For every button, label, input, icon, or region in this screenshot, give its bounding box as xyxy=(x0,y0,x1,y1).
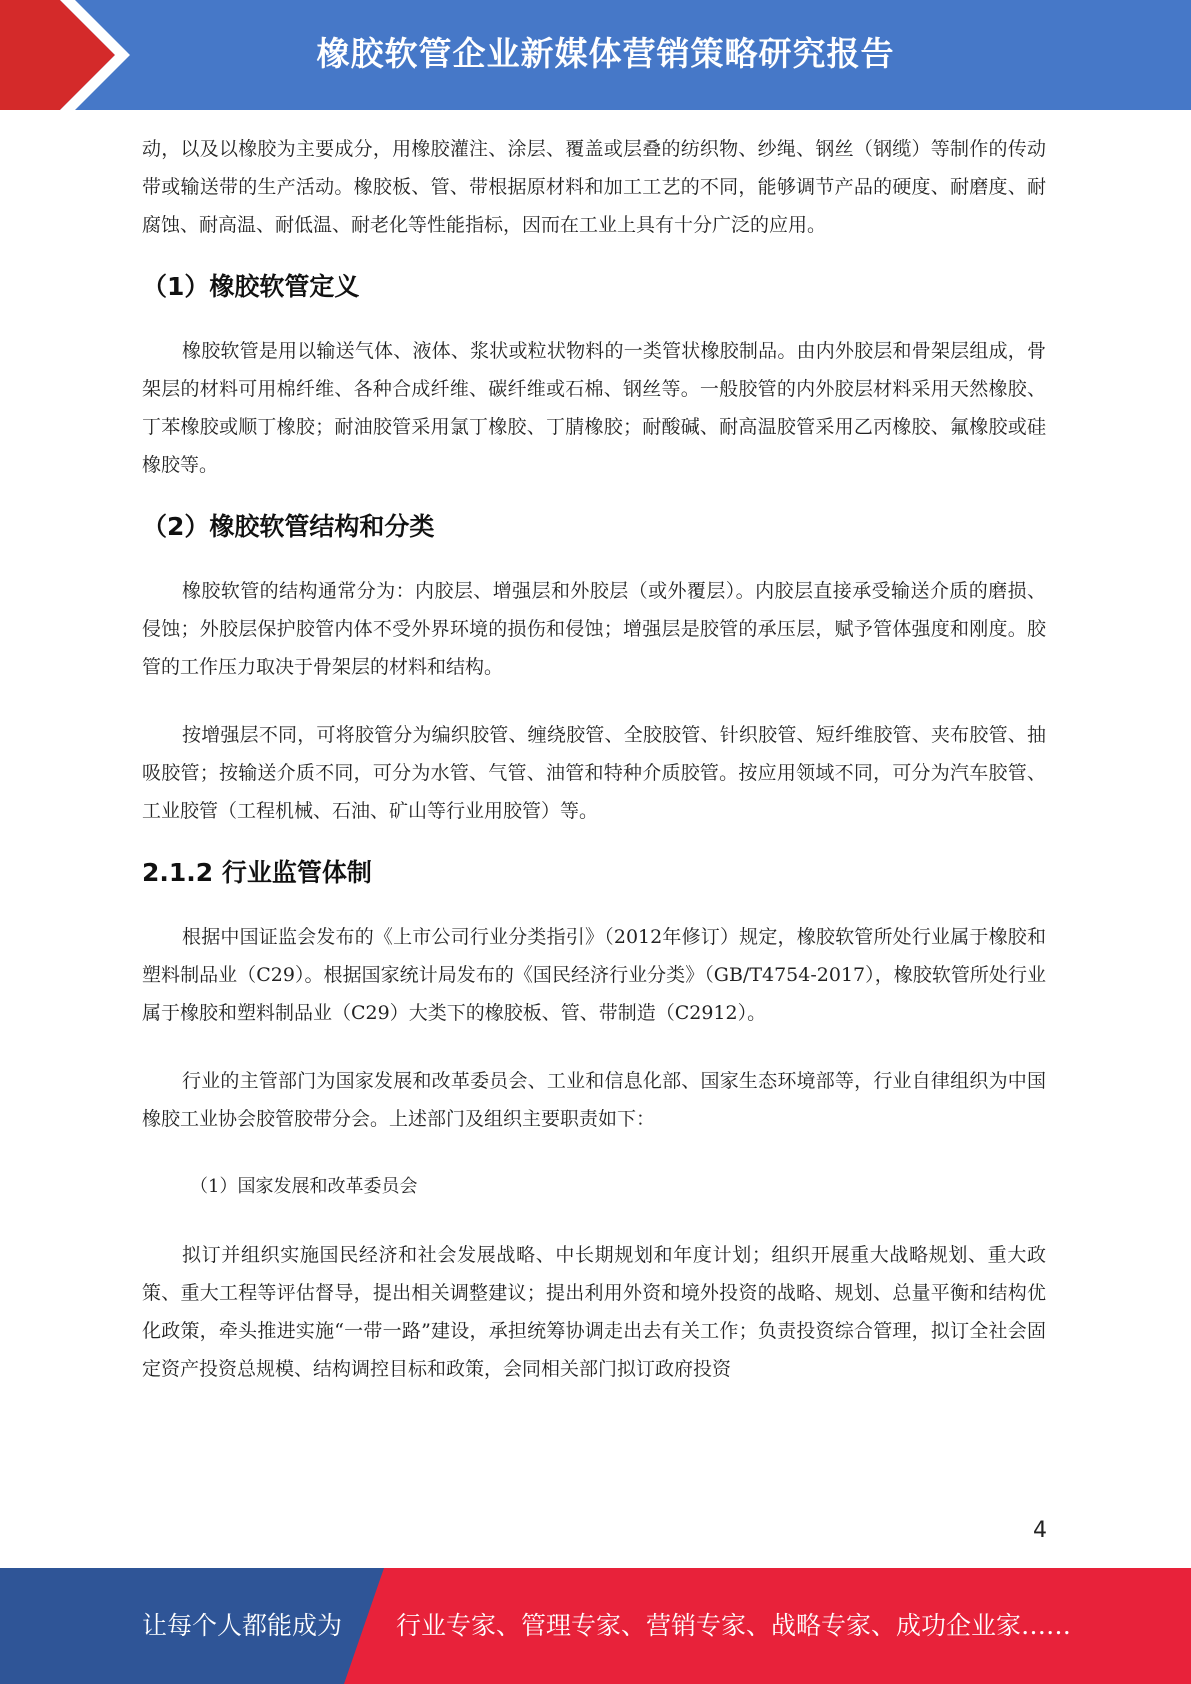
paragraph-authorities: 行业的主管部门为国家发展和改革委员会、工业和信息化部、国家生态环境部等，行业自律组织为中国橡胶工业协会胶管胶带分会。上述部门及组织主要职责如下： xyxy=(142,1070,1046,1130)
page-footer xyxy=(0,1568,1191,1684)
paragraph-industry-classification: 根据中国证监会发布的《上市公司行业分类指引》（2012年修订）规定，橡胶软管所处行业属于橡胶和塑料制品业（C29）。根据国家统计局发布的《国民经济行业分类》（GB/T4754-2017），橡胶软管所处行业属于橡胶和塑料制品业（C29）大类下的橡胶板、管、带制造（C2912）。 xyxy=(142,926,1046,1024)
paragraph-hose-structure: 橡胶软管的结构通常分为：内胶层、增强层和外胶层（或外覆层）。内胶层直接承受输送介质的磨损、侵蚀；外胶层保护胶管内体不受外界环境的损伤和侵蚀；增强层是胶管的承压层，赋予管体强度和刚度。胶管的工作压力取决于骨架层的材料和结构。 xyxy=(142,580,1046,678)
paragraph-ndrc-duties: 拟订并组织实施国民经济和社会发展战略、中长期规划和年度计划；组织开展重大战略规划、重大政策、重大工程等评估督导，提出相关调整建议；提出利用外资和境外投资的战略、规划、总量平衡和结构优化政策，牵头推进实施“一带一路”建设，承担统筹协调走出去有关工作；负责投资综合管理，拟订全社会固定资产投资总规模、结构调控目标和政策，会同相关部门拟订政府投资 xyxy=(142,1244,1046,1380)
page-header xyxy=(0,0,1191,110)
document-body xyxy=(142,130,1046,1388)
heading-hose-definition: （1）橡胶软管定义 xyxy=(142,272,360,301)
page-number: 4 xyxy=(1033,1518,1047,1543)
heading-hose-structure: （2）橡胶软管结构和分类 xyxy=(142,512,435,541)
report-title: 橡胶软管企业新媒体营销策略研究报告 xyxy=(316,34,895,73)
paragraph-intro-continued: 动，以及以橡胶为主要成分，用橡胶灌注、涂层、覆盖或层叠的纺织物、纱绳、钢丝（钢缆）等制作的传动带或输送带的生产活动。橡胶板、管、带根据原材料和加工工艺的不同，能够调节产品的硬度、耐磨度、耐腐蚀、耐高温、耐低温、耐老化等性能指标，因而在工业上具有十分广泛的应用。 xyxy=(142,138,1046,236)
heading-regulation: 2.1.2 行业监管体制 xyxy=(142,858,372,887)
paragraph-hose-classification: 按增强层不同，可将胶管分为编织胶管、缠绕胶管、全胶胶管、针织胶管、短纤维胶管、夹布胶管、抽吸胶管；按输送介质不同，可分为水管、气管、油管和特种介质胶管。按应用领域不同，可分为汽车胶管、工业胶管（工程机械、石油、矿山等行业用胶管）等。 xyxy=(142,724,1046,822)
footer-slogan-right: 行业专家、管理专家、营销专家、战略专家、成功企业家…… xyxy=(396,1611,1072,1640)
list-item-ndrc: （1）国家发展和改革委员会 xyxy=(190,1176,418,1197)
footer-slogan-left: 让每个人都能成为 xyxy=(142,1611,343,1640)
paragraph-hose-definition: 橡胶软管是用以输送气体、液体、浆状或粒状物料的一类管状橡胶制品。由内外胶层和骨架层组成，骨架层的材料可用棉纤维、各种合成纤维、碳纤维或石棉、钢丝等。一般胶管的内外胶层材料采用天然橡胶、丁苯橡胶或顺丁橡胶；耐油胶管采用氯丁橡胶、丁腈橡胶；耐酸碱、耐高温胶管采用乙丙橡胶、氟橡胶或硅橡胶等。 xyxy=(142,340,1046,476)
